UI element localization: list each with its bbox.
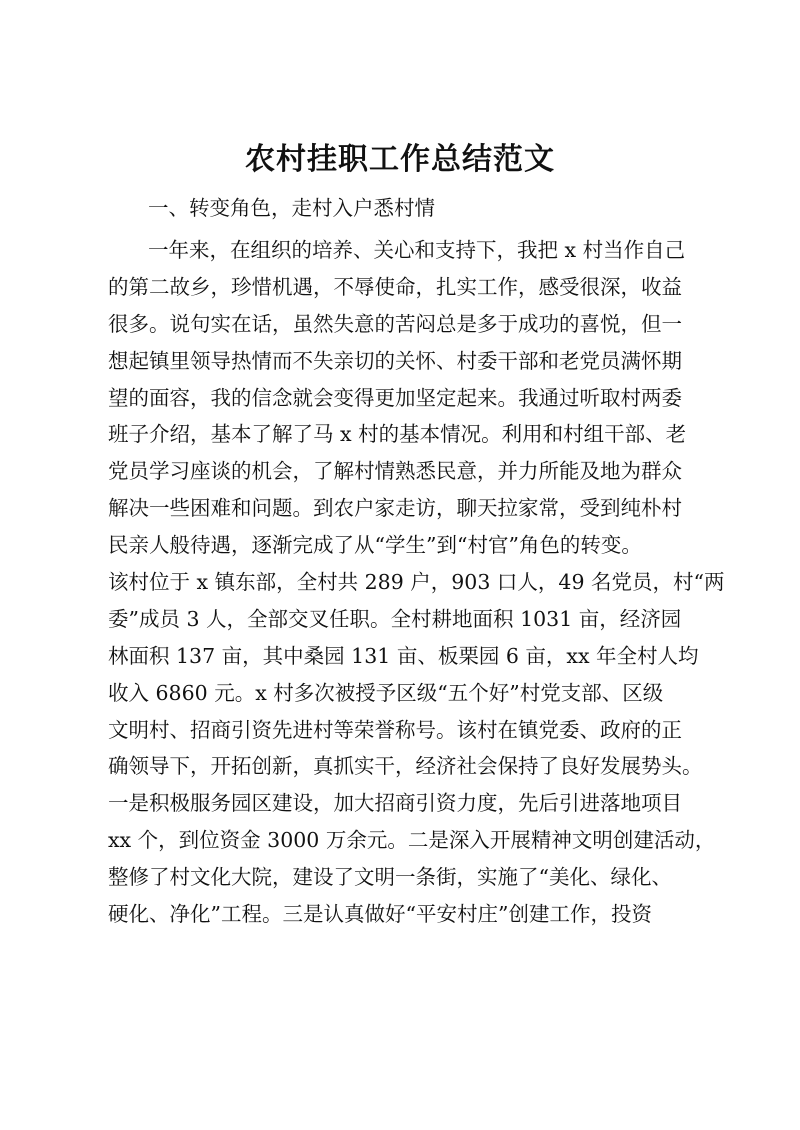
document-title: 农村挂职工作总结范文 xyxy=(245,142,555,177)
text-line: 收入 6860 元。x 村多次被授予区级“五个好”村党支部、区级 xyxy=(108,680,664,705)
text-line: 整修了村文化大院，建设了文明一条街，实施了“美化、绿化、 xyxy=(108,865,672,890)
text-line: 硬化、净化”工程。三是认真做好“平安村庄”创建工作，投资 xyxy=(108,902,652,927)
section-heading: 一、转变角色，走村入户悉村情 xyxy=(148,196,435,220)
text-line: 民亲人般待遇，逐渐完成了从“学生”到“村官”角色的转变。 xyxy=(108,533,642,558)
text-line: 的第二故乡，珍惜机遇，不辱使命，扎实工作，感受很深，收益 xyxy=(108,274,682,299)
text-line: xx 个，到位资金 3000 万余元。二是深入开展精神文明创建活动， xyxy=(108,828,716,853)
text-line: 党员学习座谈的机会，了解村情熟悉民意，并力所能及地为群众 xyxy=(108,459,682,484)
text-line: 该村位于 x 镇东部，全村共 289 户，903 口人，49 名党员，村“两 xyxy=(108,570,725,595)
text-line: 望的面容，我的信念就会变得更加坚定起来。我通过听取村两委 xyxy=(108,385,682,410)
text-line: 想起镇里领导热情而不失亲切的关怀、村委干部和老党员满怀期 xyxy=(108,348,682,373)
text-line: 委”成员 3 人，全部交叉任职。全村耕地面积 1031 亩，经济园 xyxy=(108,606,682,631)
body-text xyxy=(108,232,725,933)
text-line: 文明村、招商引资先进村等荣誉称号。该村在镇党委、政府的正 xyxy=(108,717,682,742)
text-line: 林面积 137 亩，其中桑园 131 亩、板栗园 6 亩，xx 年全村人均 xyxy=(108,643,699,668)
text-line: 一年来，在组织的培养、关心和支持下，我把 x 村当作自己 xyxy=(148,238,686,262)
text-line: 确领导下，开拓创新，真抓实干，经济社会保持了良好发展势头。 xyxy=(108,754,703,779)
text-line: 很多。说句实在话，虽然失意的苦闷总是多于成功的喜悦，但一 xyxy=(108,311,682,336)
text-line: 一是积极服务园区建设，加大招商引资力度，先后引进落地项目 xyxy=(108,791,682,816)
text-line: 解决一些困难和问题。到农户家走访，聊天拉家常，受到纯朴村 xyxy=(108,496,682,521)
text-line: 班子介绍，基本了解了马 x 村的基本情况。利用和村组干部、老 xyxy=(108,422,687,447)
